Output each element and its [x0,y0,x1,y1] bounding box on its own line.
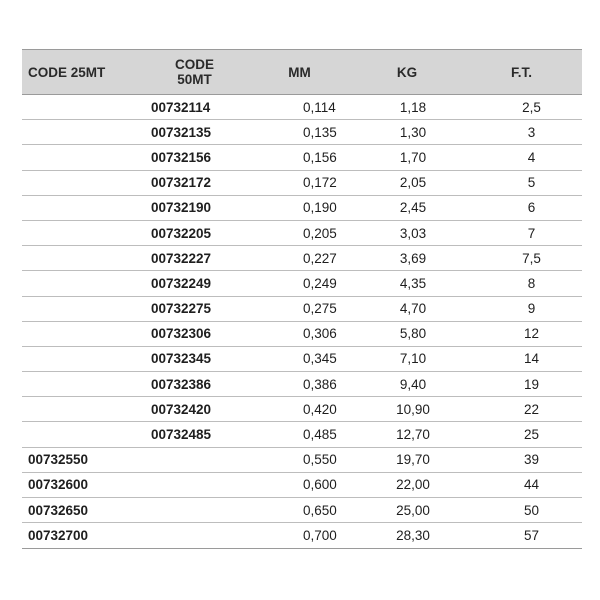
table-row [22,397,582,422]
cell-kg: 3,03 [399,225,427,241]
cell-code-25mt: 00732550 [28,452,89,468]
cell-ft: 3 [527,124,536,140]
cell-kg: 22,00 [396,477,430,493]
cell-ft: 2,5 [522,99,541,115]
cell-code-25mt: 00732700 [28,528,89,544]
cell-mm: 0,345 [303,351,337,367]
cell-mm: 0,190 [303,200,337,216]
cell-code-50mt: 00732345 [151,351,212,367]
cell-ft: 7,5 [522,250,541,266]
table-row [22,145,582,170]
cell-code-50mt: 00732190 [151,200,212,216]
cell-kg: 2,05 [399,175,427,191]
header-code-50mt [143,57,246,87]
header-ft: F.T. [510,64,532,80]
cell-kg: 3,69 [399,250,427,266]
cell-kg: 9,40 [399,376,427,392]
cell-kg: 1,18 [399,99,427,115]
cell-mm: 0,550 [303,452,337,468]
cell-code-50mt: 00732114 [151,99,211,115]
cell-code-50mt: 00732156 [151,149,212,165]
table-row [22,523,582,548]
cell-ft: 57 [523,528,540,544]
cell-code-50mt: 00732227 [151,250,212,266]
table-body [22,95,582,548]
cell-ft: 39 [523,452,540,468]
cell-kg: 4,70 [399,301,427,317]
header-kg: KG [396,64,418,80]
table-row [22,246,582,271]
cell-code-50mt: 00732135 [151,124,212,140]
cell-ft: 22 [523,401,540,417]
cell-mm: 0,306 [303,326,337,342]
cell-kg: 1,70 [399,149,427,165]
cell-mm: 0,600 [303,477,337,493]
cell-kg: 25,00 [396,502,430,518]
table-row [22,120,582,145]
cell-mm: 0,135 [303,124,337,140]
cell-mm: 0,205 [303,225,337,241]
table-row [22,473,582,498]
table-row [22,422,582,447]
cell-kg: 10,90 [396,401,430,417]
header-code-50mt-line1: CODE [174,57,214,72]
cell-ft: 50 [523,502,540,518]
cell-ft: 19 [523,376,540,392]
cell-ft: 12 [523,326,540,342]
table-row [22,347,582,372]
cell-kg: 28,30 [396,528,430,544]
cell-ft: 4 [527,149,536,165]
table-row [22,271,582,296]
cell-ft: 5 [527,175,536,191]
table-row [22,322,582,347]
table-row [22,297,582,322]
cell-kg: 12,70 [396,427,430,443]
cell-mm: 0,420 [303,401,337,417]
cell-mm: 0,172 [303,175,337,191]
cell-mm: 0,386 [303,376,337,392]
cell-kg: 2,45 [399,200,427,216]
table-row [22,196,582,221]
cell-mm: 0,114 [303,99,336,115]
cell-kg: 7,10 [399,351,427,367]
cell-mm: 0,650 [303,502,337,518]
cell-code-50mt: 00732205 [151,225,212,241]
cell-code-50mt: 00732249 [151,275,212,291]
header-code-25mt: CODE 25MT [28,64,106,80]
cell-mm: 0,227 [303,250,337,266]
cell-ft: 6 [527,200,536,216]
table-row [22,95,582,120]
cell-ft: 14 [523,351,540,367]
cell-code-25mt: 00732650 [28,502,89,518]
spec-table [22,49,582,549]
cell-ft: 9 [527,301,536,317]
cell-mm: 0,700 [303,528,337,544]
cell-code-50mt: 00732306 [151,326,212,342]
cell-ft: 8 [527,275,536,291]
cell-mm: 0,485 [303,427,337,443]
cell-ft: 44 [523,477,540,493]
table-row [22,171,582,196]
table-row [22,498,582,523]
table-row [22,448,582,473]
header-mm: MM [288,64,311,80]
cell-kg: 4,35 [399,275,427,291]
table-row [22,372,582,397]
cell-code-50mt: 00732386 [151,376,212,392]
cell-mm: 0,275 [303,301,337,317]
cell-mm: 0,249 [303,275,337,291]
cell-code-50mt: 00732420 [151,401,212,417]
header-code-50mt-line2: 50MT [177,72,212,87]
cell-ft: 7 [527,225,536,241]
table-header [22,50,582,95]
cell-ft: 25 [523,427,540,443]
cell-code-50mt: 00732275 [151,301,212,317]
table-row [22,221,582,246]
cell-kg: 1,30 [399,124,427,140]
cell-mm: 0,156 [303,149,337,165]
cell-kg: 19,70 [396,452,430,468]
cell-kg: 5,80 [399,326,427,342]
cell-code-50mt: 00732172 [151,175,212,191]
cell-code-50mt: 00732485 [151,427,212,443]
cell-code-25mt: 00732600 [28,477,89,493]
